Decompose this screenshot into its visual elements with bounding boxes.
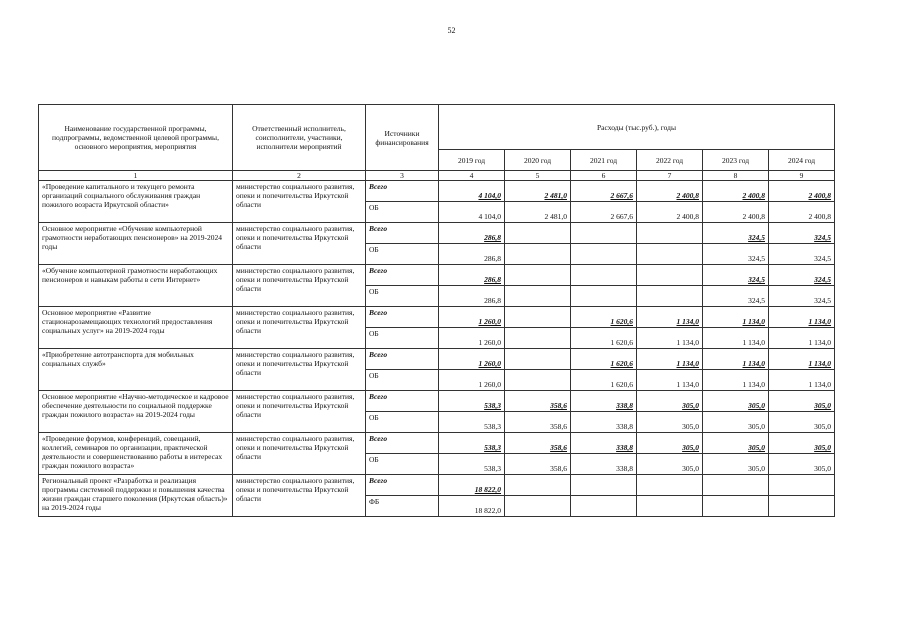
expense-value: 1 134,0 (703, 370, 769, 391)
expense-value: 2 481,0 (505, 202, 571, 223)
budget-table (38, 104, 835, 517)
responsible-executor: министерство социального развития, опеки и попечительства Иркутской области (233, 349, 366, 391)
expense-value: 1 620,6 (571, 370, 637, 391)
table-row (39, 433, 835, 454)
activity-name: «Приобретение автотранспорта для мобильных социальных служб» (39, 349, 233, 391)
page-number: 52 (447, 26, 456, 35)
expense-value: 538,3 (439, 412, 505, 433)
header-year: 2024 год (769, 150, 835, 171)
table-row (39, 181, 835, 202)
expense-value (505, 307, 571, 328)
expense-value: 324,5 (703, 223, 769, 244)
expense-value: 358,6 (505, 391, 571, 412)
responsible-executor: министерство социального развития, опеки и попечительства Иркутской области (233, 307, 366, 349)
expense-value: 1 134,0 (637, 307, 703, 328)
expense-value: 324,5 (769, 265, 835, 286)
expense-value: 358,6 (505, 454, 571, 475)
funding-source: Всего (366, 475, 439, 496)
expense-value (571, 223, 637, 244)
expense-value: 2 667,6 (571, 202, 637, 223)
expense-value: 4 104,0 (439, 202, 505, 223)
expense-value (769, 496, 835, 517)
funding-source: ОБ (366, 370, 439, 391)
column-index: 1 (39, 171, 233, 181)
expense-value: 18 822,0 (439, 496, 505, 517)
column-index-row (39, 171, 835, 181)
activity-name: «Проведение капитального и текущего ремонта организаций социального обслуживания граждан пожилого возраста Иркутской области» (39, 181, 233, 223)
activity-name: Основное мероприятие «Развитие стационарозамещающих технологий предоставления социальных услуг» на 2019-2024 годы (39, 307, 233, 349)
expense-value: 1 134,0 (703, 328, 769, 349)
table-row (39, 475, 835, 496)
header-year: 2020 год (505, 150, 571, 171)
expense-value: 2 400,8 (769, 181, 835, 202)
funding-source: ОБ (366, 286, 439, 307)
expense-value: 1 134,0 (703, 349, 769, 370)
expense-value: 286,8 (439, 244, 505, 265)
funding-source: Всего (366, 181, 439, 202)
expense-value: 538,3 (439, 454, 505, 475)
expense-value (637, 475, 703, 496)
expense-value: 358,6 (505, 433, 571, 454)
header-year: 2021 год (571, 150, 637, 171)
expense-value: 286,8 (439, 223, 505, 244)
expense-value: 1 260,0 (439, 307, 505, 328)
expense-value: 305,0 (769, 391, 835, 412)
responsible-executor: министерство социального развития, опеки и попечительства Иркутской области (233, 265, 366, 307)
funding-source: ОБ (366, 412, 439, 433)
responsible-executor: министерство социального развития, опеки и попечительства Иркутской области (233, 433, 366, 475)
expense-value (505, 475, 571, 496)
header-year: 2023 год (703, 150, 769, 171)
expense-value (637, 265, 703, 286)
expense-value (769, 475, 835, 496)
table-row (39, 391, 835, 412)
responsible-executor: министерство социального развития, опеки и попечительства Иркутской области (233, 223, 366, 265)
expense-value (505, 286, 571, 307)
column-index: 7 (637, 171, 703, 181)
expense-value: 324,5 (703, 286, 769, 307)
column-index: 8 (703, 171, 769, 181)
expense-value (571, 265, 637, 286)
expense-value: 1 620,6 (571, 349, 637, 370)
responsible-executor: министерство социального развития, опеки и попечительства Иркутской области (233, 475, 366, 517)
expense-value: 338,8 (571, 391, 637, 412)
expense-value: 338,8 (571, 433, 637, 454)
table-row (39, 349, 835, 370)
activity-name: «Проведение форумов, конференций, совещаний, коллегий, семинаров по организации, практической деятельности и совершенствованию работы в интересах граждан пожилого возраста» (39, 433, 233, 475)
expense-value: 1 260,0 (439, 370, 505, 391)
expense-value: 305,0 (637, 391, 703, 412)
column-index: 4 (439, 171, 505, 181)
expense-value: 18 822,0 (439, 475, 505, 496)
expense-value: 2 400,8 (637, 181, 703, 202)
expense-value (571, 475, 637, 496)
expense-value: 1 134,0 (769, 328, 835, 349)
header-expenses: Расходы (тыс.руб.), годы (439, 105, 835, 150)
activity-name: Основное мероприятие «Научно-методическое и кадровое обеспечение деятельности по социальной поддержке граждан пожилого возраста» на 2019-2024 годы (39, 391, 233, 433)
expense-value: 305,0 (703, 433, 769, 454)
expense-value (505, 244, 571, 265)
expense-value: 358,6 (505, 412, 571, 433)
expense-value: 1 620,6 (571, 328, 637, 349)
expense-value (505, 349, 571, 370)
expense-value (637, 223, 703, 244)
activity-name: Региональный проект «Разработка и реализация программы системной поддержки и повышения качества жизни граждан старшего поколения (Иркутская область)» на 2019-2024 годы (39, 475, 233, 517)
expense-value (703, 496, 769, 517)
expense-value: 1 134,0 (703, 307, 769, 328)
responsible-executor: министерство социального развития, опеки и попечительства Иркутской области (233, 181, 366, 223)
funding-source: Всего (366, 433, 439, 454)
expense-value: 2 481,0 (505, 181, 571, 202)
expense-value (571, 244, 637, 265)
expense-value: 1 260,0 (439, 328, 505, 349)
expense-value: 305,0 (637, 412, 703, 433)
expense-value: 2 400,8 (769, 202, 835, 223)
funding-source: Всего (366, 349, 439, 370)
expense-value: 1 134,0 (637, 349, 703, 370)
expense-value: 2 400,8 (703, 202, 769, 223)
header-responsible: Ответственный исполнитель, соисполнители, участники, исполнители мероприятий (233, 105, 366, 171)
expense-value: 305,0 (769, 412, 835, 433)
expense-value (505, 496, 571, 517)
funding-source: ФБ (366, 496, 439, 517)
table-body (39, 181, 835, 517)
expense-value: 305,0 (637, 454, 703, 475)
expense-value (637, 286, 703, 307)
expense-value (703, 475, 769, 496)
expense-value (571, 286, 637, 307)
expense-value: 1 134,0 (769, 307, 835, 328)
expense-value (505, 328, 571, 349)
expense-value: 305,0 (769, 454, 835, 475)
expense-value: 324,5 (769, 286, 835, 307)
expense-value: 2 667,6 (571, 181, 637, 202)
column-index: 9 (769, 171, 835, 181)
funding-source: Всего (366, 391, 439, 412)
expense-value (505, 370, 571, 391)
expense-value: 305,0 (769, 433, 835, 454)
funding-source: ОБ (366, 244, 439, 265)
column-index: 5 (505, 171, 571, 181)
expense-value: 338,8 (571, 454, 637, 475)
expense-value: 1 134,0 (637, 328, 703, 349)
expense-value: 538,3 (439, 433, 505, 454)
expense-value: 286,8 (439, 286, 505, 307)
activity-name: Основное мероприятие «Обучение компьютерной грамотности неработающих пенсионеров» на 2019-2024 годы (39, 223, 233, 265)
table-row (39, 265, 835, 286)
expense-value: 1 134,0 (637, 370, 703, 391)
expense-value: 1 620,6 (571, 307, 637, 328)
expense-value: 338,8 (571, 412, 637, 433)
expense-value (571, 496, 637, 517)
table-row (39, 307, 835, 328)
activity-name: «Обучение компьютерной грамотности неработающих пенсионеров и навыкам работы в сети Интернет» (39, 265, 233, 307)
expense-value: 2 400,8 (703, 181, 769, 202)
expense-value (505, 265, 571, 286)
expense-value: 2 400,8 (637, 202, 703, 223)
header-year: 2022 год (637, 150, 703, 171)
expense-value: 324,5 (769, 244, 835, 265)
expense-value: 538,3 (439, 391, 505, 412)
funding-source: Всего (366, 307, 439, 328)
funding-source: ОБ (366, 454, 439, 475)
column-index: 3 (366, 171, 439, 181)
header-year: 2019 год (439, 150, 505, 171)
expense-value (505, 223, 571, 244)
column-index: 6 (571, 171, 637, 181)
expense-value: 4 104,0 (439, 181, 505, 202)
expense-value: 305,0 (637, 433, 703, 454)
expense-value: 305,0 (703, 412, 769, 433)
expense-value: 1 260,0 (439, 349, 505, 370)
column-index: 2 (233, 171, 366, 181)
funding-source: Всего (366, 223, 439, 244)
table-row (39, 223, 835, 244)
expense-value: 1 134,0 (769, 349, 835, 370)
expense-value (637, 496, 703, 517)
responsible-executor: министерство социального развития, опеки и попечительства Иркутской области (233, 391, 366, 433)
expense-value: 305,0 (703, 391, 769, 412)
expense-value (637, 244, 703, 265)
expense-value: 324,5 (703, 265, 769, 286)
expense-value: 305,0 (703, 454, 769, 475)
header-name: Наименование государственной программы, подпрограммы, ведомственной целевой программы, основного мероприятия, мероприятия (39, 105, 233, 171)
expense-value: 324,5 (703, 244, 769, 265)
funding-source: ОБ (366, 328, 439, 349)
header-source: Источники финансирования (366, 105, 439, 171)
funding-source: ОБ (366, 202, 439, 223)
expense-value: 324,5 (769, 223, 835, 244)
expense-value: 1 134,0 (769, 370, 835, 391)
funding-source: Всего (366, 265, 439, 286)
expense-value: 286,8 (439, 265, 505, 286)
